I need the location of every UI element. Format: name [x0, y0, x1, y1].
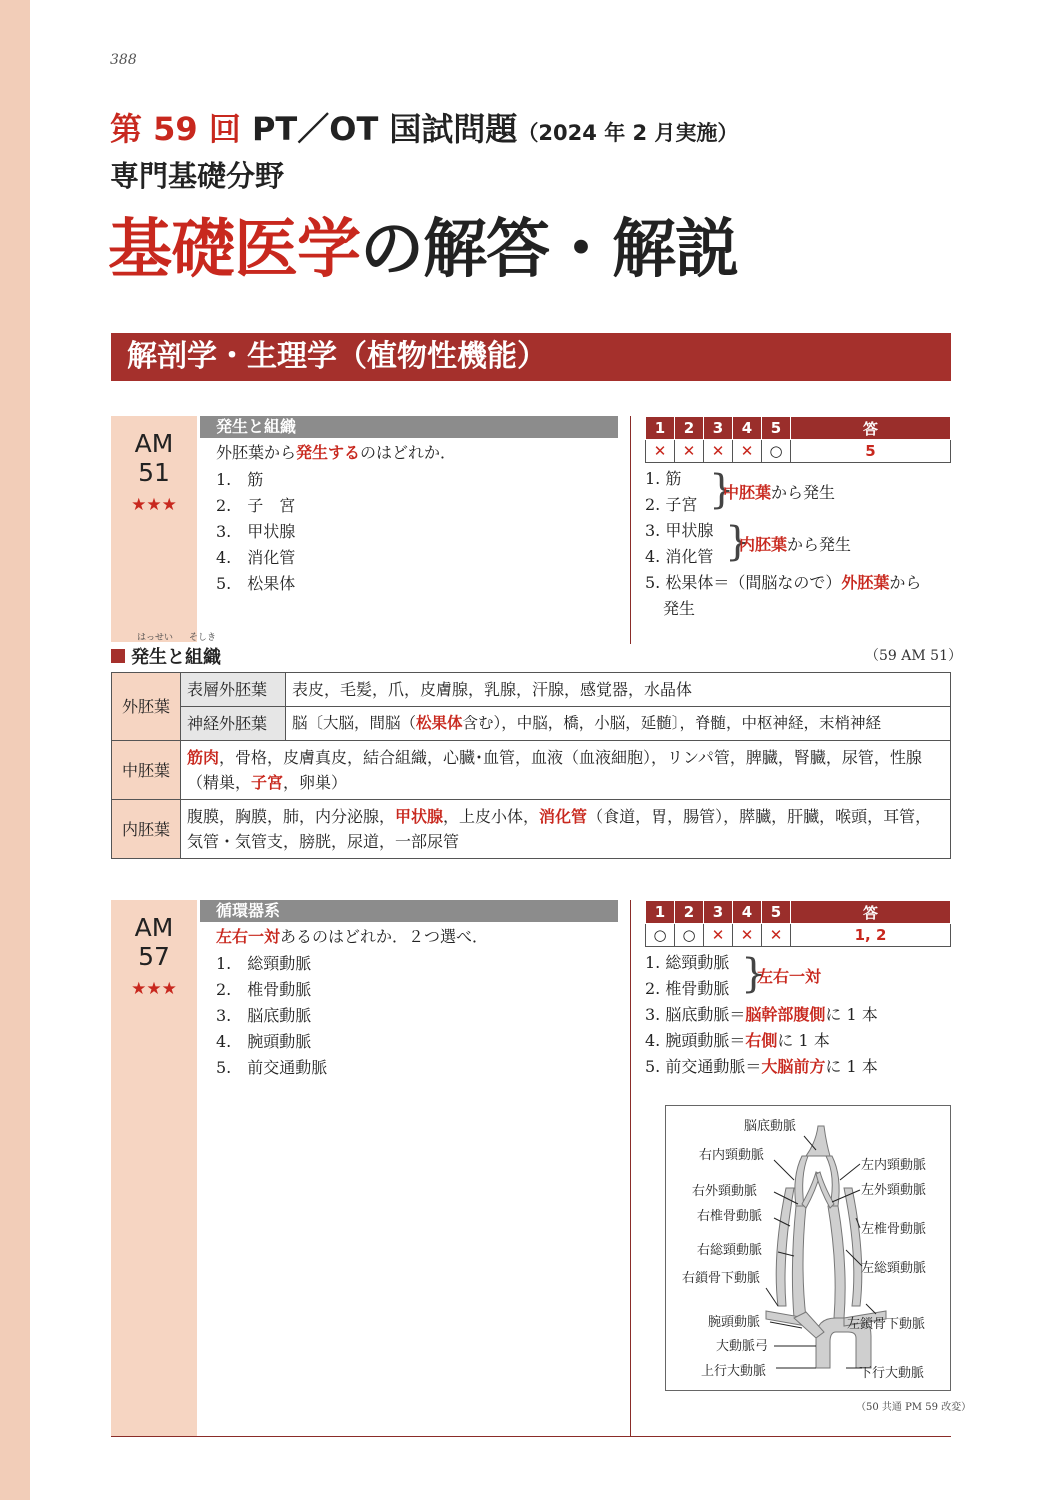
text-red: 松果体: [416, 714, 463, 732]
expl-post: から: [889, 573, 922, 592]
square-bullet-icon: [111, 649, 125, 663]
expl-item: 1. 総頸動脈: [645, 953, 730, 972]
ruby: [111, 630, 221, 643]
answer-mark: ✕: [704, 924, 733, 947]
text: ，骨格，皮膚真皮，結合組織，心臓･血管，血液（血液細胞），リンパ管，脾臓，腎臓，尿管，性腺（精巣，: [187, 748, 922, 792]
expl-item: 2. 子宮: [645, 495, 698, 514]
answer-col: 4: [733, 417, 762, 440]
cell-surface-ecto: 表皮，毛髪，爪，皮膚腺，乳腺，汗腺，感覚器，水晶体: [286, 673, 951, 707]
expl-group: [739, 532, 851, 558]
subject-rest: の解答・解説: [360, 213, 738, 287]
brace-icon: }: [741, 951, 767, 997]
diagram-source: （50 共通 PM 59 改変）: [856, 1402, 972, 1413]
question-number: 57: [138, 942, 170, 971]
cell-endoderm: [181, 800, 951, 859]
choice-item: 4. 消化管: [216, 548, 296, 567]
label-descending: 下行大動脈: [859, 1366, 925, 1381]
label-l-external: 左外頸動脈: [861, 1183, 927, 1198]
question-text: [216, 924, 488, 950]
choice-list: [216, 951, 327, 1081]
bottom-rule: [111, 1436, 951, 1437]
expl-group-red: 内胚葉: [739, 535, 788, 554]
page-title: [108, 198, 738, 290]
expl-item: [645, 1054, 955, 1080]
expl-pre: 5. 松果体＝（間脳なので）: [645, 573, 842, 592]
label-r-subclavian: 右鎖骨下動脈: [682, 1271, 761, 1286]
answer-col: 4: [733, 901, 762, 924]
label-arch: 大動脈弓: [716, 1339, 769, 1354]
layer-ectoderm: 外胚葉: [112, 673, 181, 741]
choice-item: 5. 松果体: [216, 574, 296, 593]
germ-layer-table: [111, 672, 951, 859]
cell-mesoderm: [181, 741, 951, 800]
exam-date: （2024 年 2 月実施）: [517, 121, 739, 145]
answer-col: 1: [646, 417, 675, 440]
sublayer-surface: 表層外胚葉: [181, 673, 286, 707]
column-divider: [630, 416, 631, 644]
text-red: 消化管: [539, 807, 588, 826]
expl-item-cont: 発生: [663, 599, 696, 618]
expl-post: に 1 本: [777, 1031, 830, 1050]
answer-col: 3: [704, 901, 733, 924]
choice-item: 1. 総頸動脈: [216, 954, 312, 973]
label-r-external: 右外頸動脈: [692, 1184, 758, 1199]
ruby-text: はっせい: [137, 633, 174, 643]
label-brachiocephalic: 腕頭動脈: [708, 1315, 761, 1330]
answer-value: 5: [791, 440, 951, 463]
choice-item: 1. 筋: [216, 470, 264, 489]
section-heading: 解剖学・生理学（植物性機能）: [111, 333, 951, 381]
label-l-subclavian: 左鎖骨下動脈: [847, 1317, 926, 1332]
expl-group-red: 中胚葉: [723, 483, 772, 502]
answer-col: 2: [675, 417, 704, 440]
exam-name: PT／OT 国試問題: [251, 110, 518, 148]
answer-mark: ✕: [704, 440, 733, 463]
question-text-pre: 外胚葉から: [216, 443, 297, 462]
text: 腹膜，胸膜，肺，内分泌腺，: [187, 807, 396, 826]
label-l-vertebral: 左椎骨動脈: [861, 1222, 927, 1237]
expl-pre: 5. 前交通動脈＝: [645, 1057, 762, 1076]
explanation: [645, 466, 955, 622]
answer-mark: ○: [762, 440, 791, 463]
question-text-red: 左右一対: [216, 927, 281, 946]
answer-col: 5: [762, 417, 791, 440]
germ-source: （59 AM 51）: [865, 648, 962, 664]
label-ascending: 上行大動脈: [701, 1364, 767, 1379]
brace-icon: }: [709, 467, 735, 513]
expl-item: 4. 消化管: [645, 547, 714, 566]
expl-red: 大脳前方: [761, 1057, 826, 1076]
page-edge-band: [0, 0, 30, 1500]
question-text-red: 発生する: [296, 443, 361, 462]
text: ，上皮小体，: [443, 807, 540, 826]
ruby-text: そしき: [189, 633, 217, 643]
expl-post: に 1 本: [825, 1057, 878, 1076]
sublayer-neural: 神経外胚葉: [181, 707, 286, 741]
expl-group-rest: から発生: [771, 483, 836, 502]
label-basilar: 脳底動脈: [744, 1119, 797, 1134]
answer-col: 5: [762, 901, 791, 924]
question-text-post: あるのはどれか．２つ選べ．: [280, 927, 489, 946]
choice-item: 3. 脳底動脈: [216, 1006, 312, 1025]
choice-item: 5. 前交通動脈: [216, 1058, 328, 1077]
layer-mesoderm: 中胚葉: [112, 741, 181, 800]
answer-col: 3: [704, 417, 733, 440]
answer-table: [645, 900, 951, 947]
layer-endoderm: 内胚葉: [112, 800, 181, 859]
cell-neural-ecto: [286, 707, 951, 741]
expl-item: 1. 筋: [645, 469, 682, 488]
expl-item: [645, 570, 955, 596]
choice-item: 2. 子 宮: [216, 496, 296, 515]
expl-group-red: 左右一対: [757, 967, 822, 986]
text: 含む），中脳，橋，小脳，延髄〕，脊髄，中枢神経，末梢神経: [462, 714, 882, 732]
difficulty-stars: ★★★: [131, 495, 177, 515]
question-badge: [111, 416, 197, 642]
page-number: 388: [110, 52, 137, 68]
question-badge: [111, 900, 197, 1436]
difficulty-stars: ★★★: [131, 979, 177, 999]
question-category: 発生と組織: [200, 416, 618, 438]
text-red: 甲状腺: [395, 807, 444, 826]
expl-group-rest: から発生: [787, 535, 852, 554]
choice-item: 3. 甲状腺: [216, 522, 296, 541]
artery-diagram: [665, 1105, 951, 1391]
expl-post: に 1 本: [825, 1005, 878, 1024]
column-divider: [630, 900, 631, 1436]
expl-red: 右側: [745, 1031, 778, 1050]
text-red: 筋肉: [187, 748, 220, 767]
exam-prefix: 第 59 回: [110, 110, 241, 148]
label-l-common: 左総頸動脈: [861, 1261, 927, 1276]
expl-item: [645, 1028, 955, 1054]
text: （食道，胃，腸管），膵臓，肝臓，喉頭，耳管，気管・気管支，膀胱，尿道，一部尿管: [187, 807, 932, 851]
answer-mark: ✕: [675, 440, 704, 463]
brace-icon: }: [725, 519, 751, 565]
answer-mark: ○: [646, 924, 675, 947]
expl-pre: 3. 脳底動脈＝: [645, 1005, 746, 1024]
expl-group: [723, 480, 835, 506]
explanation: [645, 950, 955, 1080]
expl-item: 3. 甲状腺: [645, 521, 714, 540]
answer-col: 2: [675, 901, 704, 924]
choice-list: [216, 467, 295, 597]
choice-item: 2. 椎骨動脈: [216, 980, 312, 999]
label-r-common: 右総頸動脈: [697, 1243, 763, 1258]
question-label: AM: [134, 429, 174, 458]
expl-red: 脳幹部腹側: [745, 1005, 826, 1024]
answer-col: 1: [646, 901, 675, 924]
answer-mark: ✕: [733, 924, 762, 947]
choice-item: 4. 腕頭動脈: [216, 1032, 312, 1051]
question-number: 51: [138, 458, 170, 487]
field-title: 専門基礎分野: [110, 159, 285, 193]
expl-pre: 4. 腕頭動脈＝: [645, 1031, 746, 1050]
answer-table: [645, 416, 951, 463]
answer-col: 答: [791, 417, 951, 440]
text: ，卵巣）: [283, 773, 348, 792]
label-r-internal: 右内頸動脈: [699, 1148, 765, 1163]
germ-title-text: 発生と組織: [131, 647, 221, 668]
label-r-vertebral: 右椎骨動脈: [697, 1209, 763, 1224]
expl-item: 2. 椎骨動脈: [645, 979, 730, 998]
expl-red: 外胚葉: [841, 573, 890, 592]
answer-mark: ✕: [646, 440, 675, 463]
exam-title: [110, 104, 738, 150]
germ-heading: [111, 630, 221, 669]
text-red: 子宮: [251, 773, 284, 792]
subject-red: 基礎医学: [108, 213, 360, 287]
answer-value: 1, 2: [791, 924, 951, 947]
answer-mark: ✕: [733, 440, 762, 463]
label-l-internal: 左内頸動脈: [861, 1158, 927, 1173]
text: 脳〔大脳，間脳（: [292, 714, 417, 732]
answer-mark: ○: [675, 924, 704, 947]
question-label: AM: [134, 913, 174, 942]
question-text-post: のはどれか．: [360, 443, 457, 462]
question-text: [216, 440, 456, 466]
answer-mark: ✕: [762, 924, 791, 947]
expl-item: [645, 1002, 955, 1028]
question-category: 循環器系: [200, 900, 618, 922]
germ-title: [111, 643, 221, 669]
answer-col: 答: [791, 901, 951, 924]
